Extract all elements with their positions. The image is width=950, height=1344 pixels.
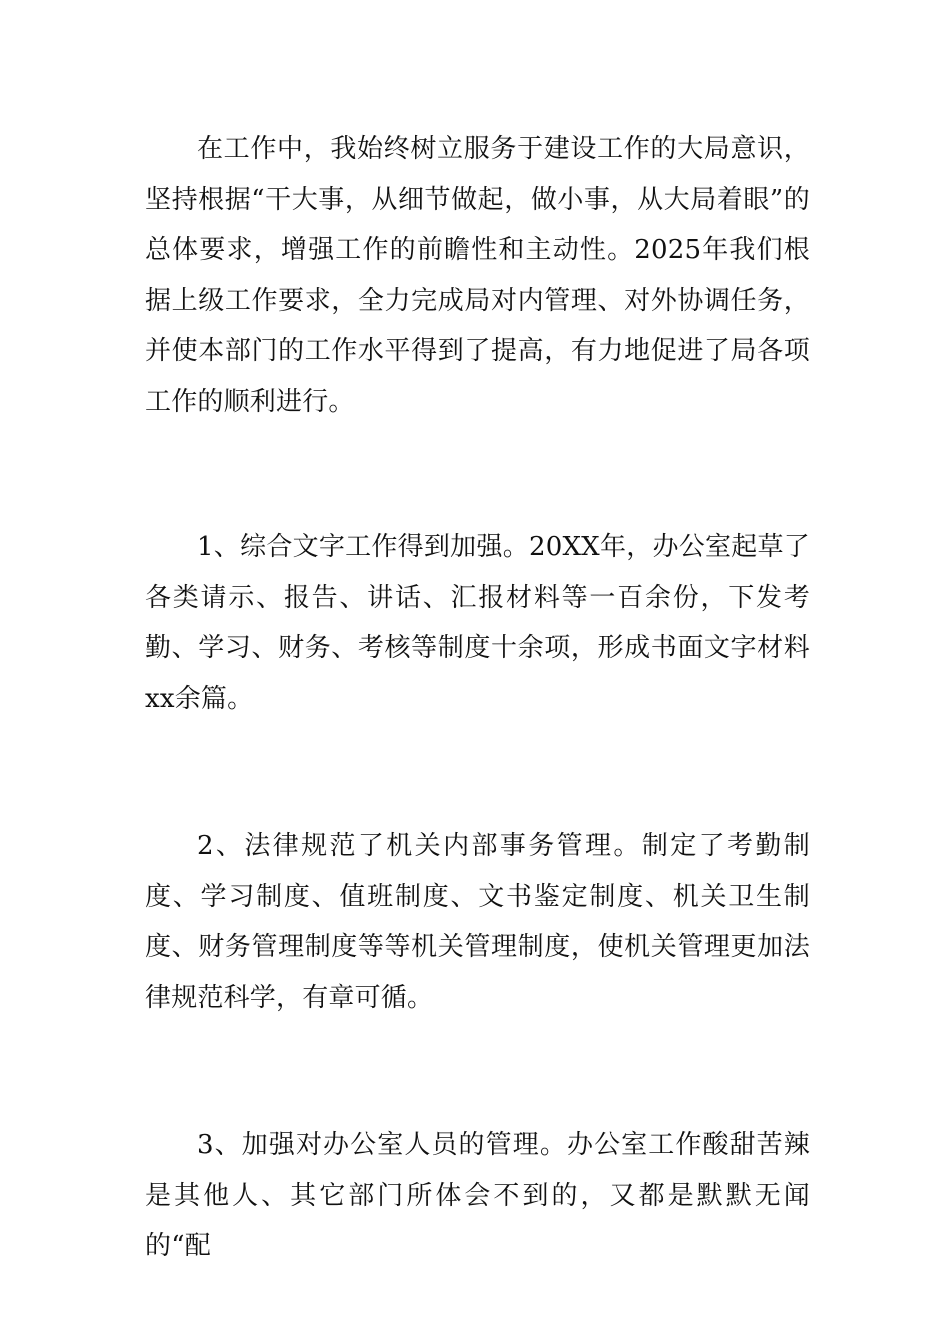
paragraph-item-1: 1、综合文字工作得到加强。20XX年，办公室起草了各类请示、报告、讲话、汇报材料等一百余份，下发考勤、学习、财务、考核等制度十余项，形成书面文字材料xx余篇。 (145, 532, 810, 714)
paragraph-item-2: 2、法律规范了机关内部事务管理。制定了考勤制度、学习制度、值班制度、文书鉴定制度、机关卫生制度、财务管理制度等等机关管理制度，使机关管理更加法律规范科学，有章可循。 (145, 831, 810, 1013)
paragraph-intro: 在工作中，我始终树立服务于建设工作的大局意识，坚持根据“干大事，从细节做起，做小事，从大局着眼”的总体要求，增强工作的前瞻性和主动性。2025年我们根据上级工作要求，全力完成局对内管理、对外协调任务，并使本部门的工作水平得到了提高，有力地促进了局各项工作的顺利进行。 (145, 134, 810, 417)
paragraph-item-3: 3、加强对办公室人员的管理。办公室工作酸甜苦辣是其他人、其它部门所体会不到的，又都是默默无闻的“配 (145, 1130, 810, 1261)
